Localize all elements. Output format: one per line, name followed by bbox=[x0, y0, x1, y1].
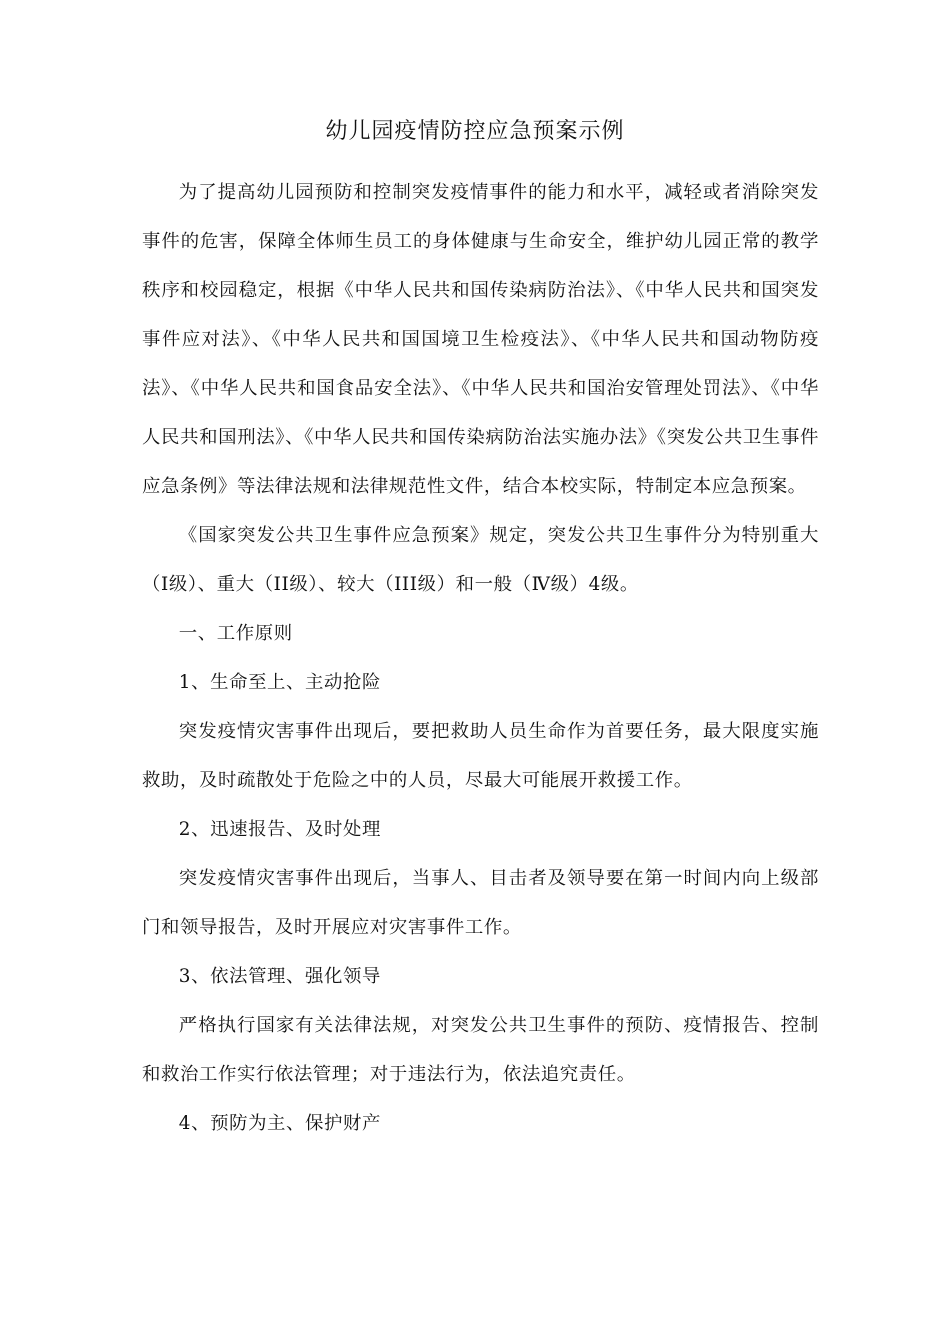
document-title: 幼儿园疫情防控应急预案示例 bbox=[325, 119, 625, 144]
subheading-3: 3、依法管理、强化领导 bbox=[178, 966, 382, 987]
paragraph-2: 突发疫情灾害事件出现后，当事人、目击者及领导要在第一时间内向上级部门和领导报告，及时开展应对灾害事件工作。 bbox=[142, 868, 819, 938]
paragraph-levels: 《国家突发公共卫生事件应急预案》规定，突发公共卫生事件分为特别重大（Ⅰ级）、重大（ⅠⅠ级）、较大（ⅠⅠⅠ级）和一般（Ⅳ级）4级。 bbox=[142, 525, 819, 595]
section-heading-principles: 一、工作原则 bbox=[178, 623, 293, 644]
subheading-4: 4、预防为主、保护财产 bbox=[178, 1113, 382, 1134]
paragraph-intro: 为了提高幼儿园预防和控制突发疫情事件的能力和水平，减轻或者消除突发事件的危害，保障全体师生员工的身体健康与生命安全，维护幼儿园正常的教学秩序和校园稳定，根据《中华人民共和国传染病防治法》、《中华人民共和国突发事件应对法》、《中华人民共和国国境卫生检疫法》、《中华人民共和国动物防疫法》、《中华人民共和国食品安全法》、《中华人民共和国治安管理处罚法》、《中华人民共和国刑法》、《中华人民共和国传染病防治法实施办法》《突发公共卫生事件应急条例》等法律法规和法律规范性文件，结合本校实际，特制定本应急预案。 bbox=[142, 182, 819, 497]
subheading-1: 1、生命至上、主动抢险 bbox=[178, 672, 382, 693]
subheading-2: 2、迅速报告、及时处理 bbox=[178, 819, 382, 840]
paragraph-1: 突发疫情灾害事件出现后，要把救助人员生命作为首要任务，最大限度实施救助，及时疏散处于危险之中的人员，尽最大可能展开救援工作。 bbox=[142, 721, 819, 791]
document-body bbox=[142, 168, 819, 1148]
paragraph-3: 严格执行国家有关法律法规，对突发公共卫生事件的预防、疫情报告、控制和救治工作实行依法管理；对于违法行为，依法追究责任。 bbox=[142, 1015, 819, 1085]
